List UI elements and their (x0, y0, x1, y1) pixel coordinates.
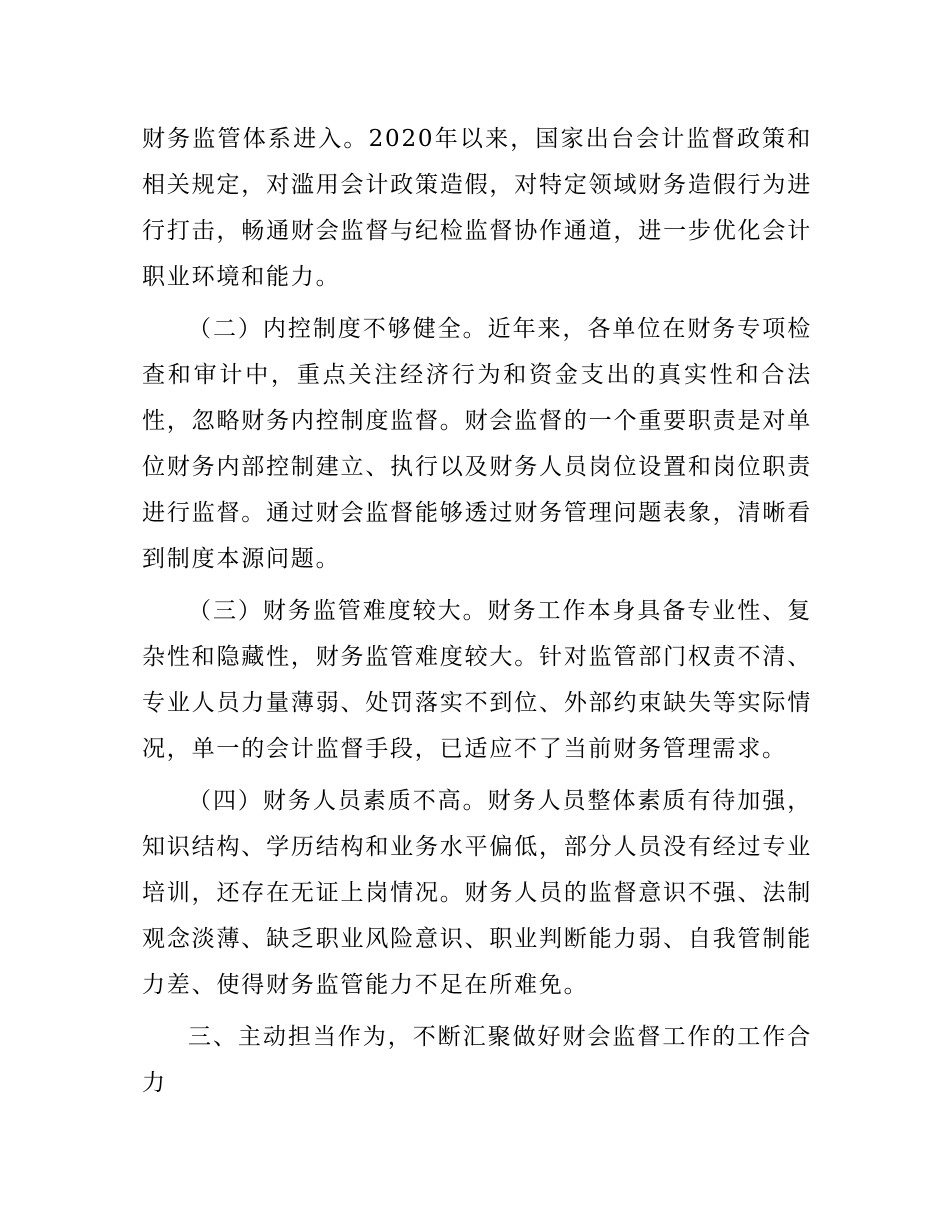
paragraph-continuation: 财务监管体系进入。2020年以来，国家出台会计监督政策和相关规定，对滥用会计政策造假，对特定领域财务造假行为进行打击，畅通财会监督与纪检监督协作通道，进一步优化会计职业环境和能力。 (142, 126, 812, 290)
document-body (142, 116, 812, 1112)
paragraph-internal-control: （二）内控制度不够健全。近年来，各单位在财务专项检查和审计中，重点关注经济行为和资金支出的真实性和合法性，忽略财务内控制度监督。财会监督的一个重要职责是对单位财务内部控制建立、执行以及财务人员岗位设置和岗位职责进行监督。通过财会监督能够透过财务管理问题表象，清晰看到制度本源问题。 (142, 316, 812, 572)
section-heading-three: 三、主动担当作为，不断汇聚做好财会监督工作的工作合力 (142, 1024, 812, 1096)
paragraph-staff-quality: （四）财务人员素质不高。财务人员整体素质有待加强，知识结构、学历结构和业务水平偏低，部分人员没有经过专业培训，还存在无证上岗情况。财务人员的监督意识不强、法制观念淡薄、缺乏职业风险意识、职业判断能力弱、自我管制能力差、使得财务监管能力不足在所难免。 (142, 788, 812, 998)
paragraph-supervision-difficulty: （三）财务监管难度较大。财务工作本身具备专业性、复杂性和隐藏性，财务监管难度较大。针对监管部门权责不清、专业人员力量薄弱、处罚落实不到位、外部约束缺失等实际情况，单一的会计监督手段，已适应不了当前财务管理需求。 (142, 598, 812, 762)
